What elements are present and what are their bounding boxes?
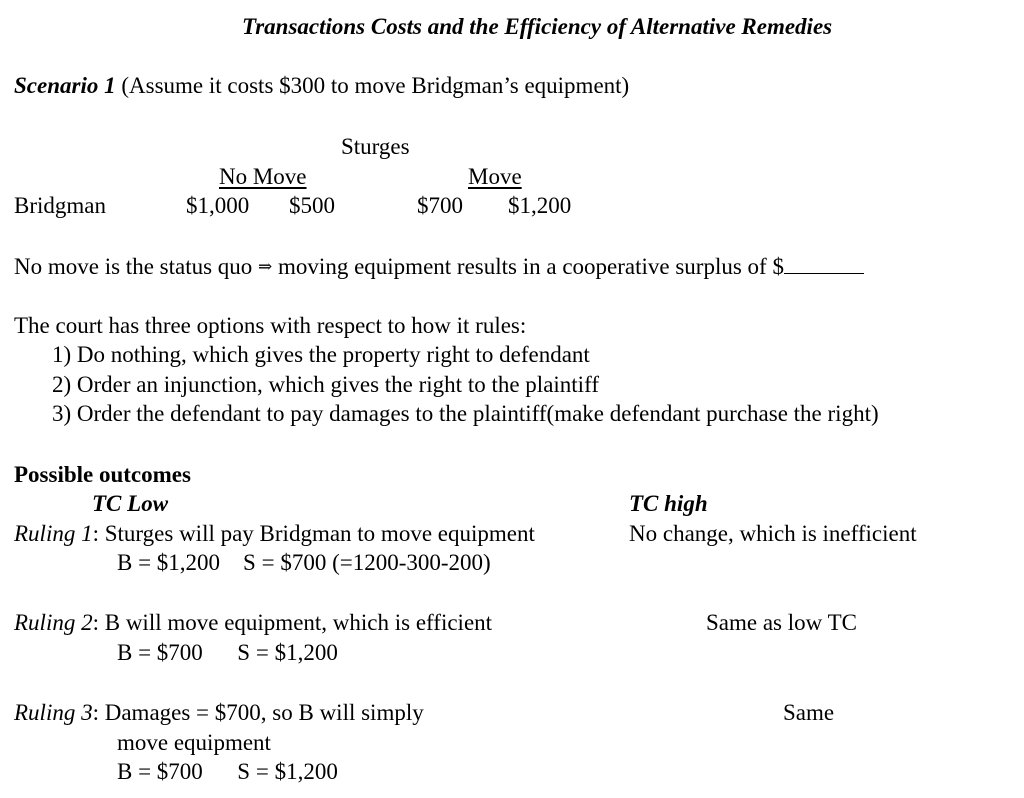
tc-high-heading: TC high [629, 491, 708, 516]
ruling-2-high-tc: Same as low TC [706, 610, 857, 635]
ruling-3-high-tc: Same [783, 700, 835, 725]
ruling-1-high-tc: No change, which is inefficient [629, 521, 917, 546]
ruling-2-label: Ruling 2 [14, 610, 93, 635]
scenario-note: (Assume it costs $300 to move Bridgman’s equipment) [121, 73, 630, 98]
surplus-blank [784, 255, 864, 274]
ruling-1-text: : Sturges will pay Bridgman to move equipment [92, 521, 535, 546]
court-option-1: 1) Do nothing, which gives the property right to defendant [52, 342, 590, 367]
implies-arrow: ⇒ [258, 257, 273, 276]
status-quo-rest: moving equipment results in a cooperative surplus of $ [278, 254, 784, 279]
scenario-label: Scenario 1 [14, 73, 116, 98]
court-option-3: 3) Order the defendant to pay damages to the plaintiff(make defendant purchase the right) [52, 401, 879, 426]
court-option-2: 2) Order an injunction, which gives the right to the plaintiff [52, 372, 599, 397]
tc-low-heading: TC Low [92, 491, 169, 516]
ruling-1-label: Ruling 1 [14, 521, 93, 546]
matrix-col-player: Sturges [341, 134, 410, 159]
outcomes-heading: Possible outcomes [14, 462, 191, 487]
ruling-3-text-continued: move equipment [117, 730, 271, 755]
status-quo-line [14, 254, 864, 280]
ruling-3-payoffs: B = $700 S = $1,200 [117, 759, 338, 784]
scenario-line [14, 73, 629, 99]
matrix-no-move-bridgman: $1,000 [186, 193, 250, 218]
ruling-3-text: : Damages = $700, so B will simply [92, 700, 424, 725]
matrix-col-no-move: No Move [219, 164, 307, 189]
ruling-2-line [14, 610, 492, 636]
matrix-move-sturges: $1,200 [508, 193, 572, 218]
status-quo-lead: No move is the status quo [14, 254, 253, 279]
matrix-col-move: Move [468, 164, 522, 189]
matrix-move-bridgman: $700 [417, 193, 463, 218]
matrix-no-move-sturges: $500 [289, 193, 335, 218]
ruling-2-payoffs: B = $700 S = $1,200 [117, 640, 338, 665]
ruling-2-text: : B will move equipment, which is efficient [92, 610, 493, 635]
matrix-row-player: Bridgman [14, 193, 106, 218]
page-title: Transactions Costs and the Efficiency of Alternative Remedies [242, 14, 833, 39]
ruling-1-line [14, 521, 535, 547]
ruling-3-line [14, 700, 424, 726]
court-intro: The court has three options with respect to how it rules: [14, 313, 527, 338]
ruling-1-payoffs: B = $1,200 S = $700 (=1200-300-200) [117, 550, 491, 575]
ruling-3-label: Ruling 3 [14, 700, 93, 725]
